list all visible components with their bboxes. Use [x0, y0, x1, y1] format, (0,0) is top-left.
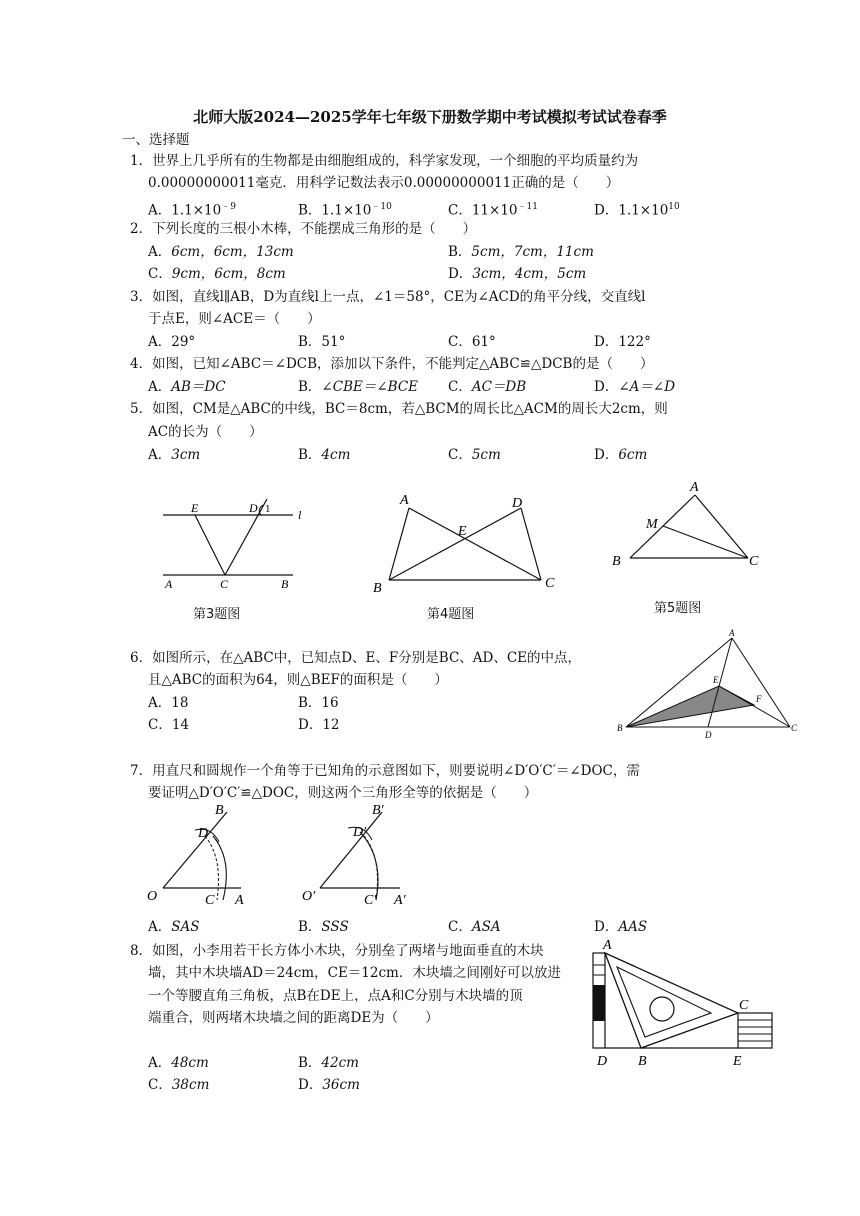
label-a: A — [603, 938, 612, 953]
option-a[interactable]: A．18 — [148, 695, 189, 711]
option-c[interactable]: C．ASA — [448, 919, 501, 935]
figure-7a — [145, 800, 255, 910]
question-5-options — [148, 444, 768, 466]
figure-8 — [585, 935, 785, 1070]
label-c: C — [791, 723, 798, 733]
label-d: D — [512, 496, 523, 511]
option-c[interactable]: C．5cm — [448, 447, 501, 463]
question-6-line-2: 且△ABC的面积为64，则△BEF的面积是（ ） — [148, 672, 448, 688]
figure-5-caption: 第5题图 — [654, 601, 702, 616]
label-d: D — [198, 826, 209, 841]
label-e: E — [733, 1054, 742, 1069]
question-number: 1． — [130, 153, 153, 169]
label-b: B — [215, 803, 224, 818]
option-b[interactable]: B．51° — [298, 334, 346, 350]
option-a[interactable]: A．48cm — [148, 1055, 209, 1071]
question-1-options — [148, 196, 768, 218]
question-5: 5．如图，CM是△ABC的中线，BC＝8cm，若△BCM的周长比△ACM的周长大2cm，则 — [130, 401, 668, 417]
option-b[interactable]: B．5cm，7cm，11cm — [448, 244, 594, 260]
question-6-options-row-1 — [148, 692, 448, 714]
option-d[interactable]: D．6cm — [594, 447, 648, 463]
figure-5 — [608, 478, 768, 578]
label-d-prime: D′ — [353, 825, 367, 840]
figure-3 — [155, 495, 325, 595]
question-text: 世界上几乎所有的生物都是由细胞组成的，科学家发现，一个细胞的平均质量约为 — [152, 153, 639, 169]
label-d: D — [249, 501, 258, 515]
question-2-options-row-1 — [148, 241, 768, 263]
question-3-line-2: 于点E，则∠ACE＝（ ） — [148, 311, 321, 327]
label-b: B — [638, 1054, 647, 1069]
option-b[interactable]: B．$1.1\times 10^{﹣10}$ — [298, 202, 392, 219]
label-b-prime: B′ — [372, 803, 384, 818]
question-8-options-row-1 — [148, 1052, 448, 1074]
question-8-line-3: 一个等腰直角三角板，点B在DE上，点A和C分别与木块墙的顶 — [148, 988, 523, 1004]
label-o-prime: O′ — [302, 889, 316, 904]
option-a[interactable]: A．AB＝DC — [148, 379, 226, 395]
label-c: C — [739, 998, 749, 1013]
figure-6 — [612, 628, 802, 740]
option-a[interactable]: A．3cm — [148, 447, 201, 463]
option-d[interactable]: D．36cm — [298, 1077, 360, 1093]
question-6: 6．如图所示，在△ABC中，已知点D、E、F分别是BC、AD、CE的中点， — [130, 650, 582, 666]
label-b: B — [281, 577, 289, 591]
question-2-options-row-2 — [148, 263, 768, 285]
question-8-options-row-2 — [148, 1074, 448, 1096]
option-a[interactable]: A．SAS — [148, 919, 200, 935]
option-c[interactable]: C．$11\times 10^{﹣11}$ — [448, 202, 538, 219]
question-8: 8．如图，小李用若干长方体小木块，分别垒了两堵与地面垂直的木块 — [130, 943, 544, 959]
option-d[interactable]: D．3cm，4cm，5cm — [448, 266, 587, 282]
label-a: A — [690, 480, 699, 495]
label-c: C — [205, 893, 215, 908]
question-8-line-4: 端重合，则两堵木块墙之间的距离DE为（ ） — [148, 1010, 439, 1026]
option-b[interactable]: B．∠CBE＝∠BCE — [298, 379, 419, 395]
figure-4-caption: 第4题图 — [427, 607, 475, 622]
option-a[interactable]: A．29° — [148, 334, 196, 350]
figure-3-caption: 第3题图 — [193, 607, 241, 622]
label-a: A — [165, 577, 173, 591]
label-e: E — [713, 675, 719, 685]
question-3-options — [148, 331, 768, 353]
option-c[interactable]: C．14 — [148, 717, 190, 733]
label-l: l — [298, 508, 302, 522]
option-b[interactable]: B．SSS — [298, 919, 349, 935]
label-a: A — [729, 628, 735, 638]
question-3: 3．如图，直线l∥AB，D为直线l上一点，∠1＝58°，CE为∠ACD的角平分线，交直线l — [130, 289, 646, 305]
label-c: C — [220, 577, 229, 591]
label-b: B — [617, 723, 623, 733]
figure-4 — [365, 488, 565, 600]
label-a-prime: A′ — [394, 893, 406, 908]
option-b[interactable]: B．4cm — [298, 447, 351, 463]
label-d: D — [705, 730, 712, 740]
option-c[interactable]: C．38cm — [148, 1077, 210, 1093]
question-7: 7．用直尺和圆规作一个角等于已知角的示意图如下，则要说明∠D′O′C′＝∠DOC，需 — [130, 763, 640, 779]
page-title: 北师大版2024—2025学年七年级下册数学期中考试模拟考试试卷春季 — [193, 108, 667, 126]
label-c: C — [545, 576, 555, 591]
option-a[interactable]: A．6cm，6cm，13cm — [148, 244, 294, 260]
label-f: F — [756, 694, 762, 704]
question-6-options-row-2 — [148, 714, 448, 736]
question-5-line-2: AC的长为（ ） — [148, 424, 263, 440]
question-4-options — [148, 376, 768, 398]
figure-7b — [300, 800, 420, 910]
label-e: E — [458, 524, 467, 539]
option-a[interactable]: A．$1.1\times 10^{﹣9}$ — [148, 202, 236, 219]
option-b[interactable]: B．42cm — [298, 1055, 359, 1071]
option-b[interactable]: B．16 — [298, 695, 339, 711]
question-7-line-2: 要证明△D′O′C′≌△DOC，则这两个三角形全等的依据是（ ） — [148, 785, 538, 801]
option-d[interactable]: D．∠A＝∠D — [594, 379, 676, 395]
label-1: 1 — [265, 503, 271, 515]
label-a: A — [400, 493, 409, 508]
label-c-prime: C′ — [364, 893, 377, 908]
label-c: C — [749, 554, 759, 569]
question-1 — [130, 150, 638, 172]
option-d[interactable]: D．12 — [298, 717, 340, 733]
option-c[interactable]: C．AC＝DB — [448, 379, 527, 395]
label-d: D — [597, 1054, 608, 1069]
label-m: M — [646, 517, 658, 532]
label-b: B — [612, 554, 621, 569]
option-d[interactable]: D．122° — [594, 334, 651, 350]
question-1-line-2: 0.00000000011毫克．用科学记数法表示0.00000000011正确的是（ ） — [148, 175, 620, 191]
label-b: B — [373, 581, 382, 596]
section-heading: 一、选择题 — [122, 132, 190, 148]
label-e: E — [191, 501, 199, 515]
question-2: 2．下列长度的三根小木棒，不能摆成三角形的是（ ） — [130, 221, 477, 237]
label-o: O — [147, 889, 158, 904]
label-a: A — [235, 893, 244, 908]
option-d[interactable]: D．AAS — [594, 919, 648, 935]
option-c[interactable]: C．61° — [448, 334, 496, 350]
question-8-line-2: 墙，其中木块墙AD＝24cm，CE＝12cm．木块墙之间刚好可以放进 — [148, 965, 561, 981]
option-c[interactable]: C．9cm，6cm，8cm — [148, 266, 286, 282]
option-d[interactable]: D．$1.1\times 10^{10}$ — [594, 202, 680, 219]
question-4: 4．如图，已知∠ABC＝∠DCB，添加以下条件，不能判定△ABC≌△DCB的是（ ） — [130, 356, 654, 372]
